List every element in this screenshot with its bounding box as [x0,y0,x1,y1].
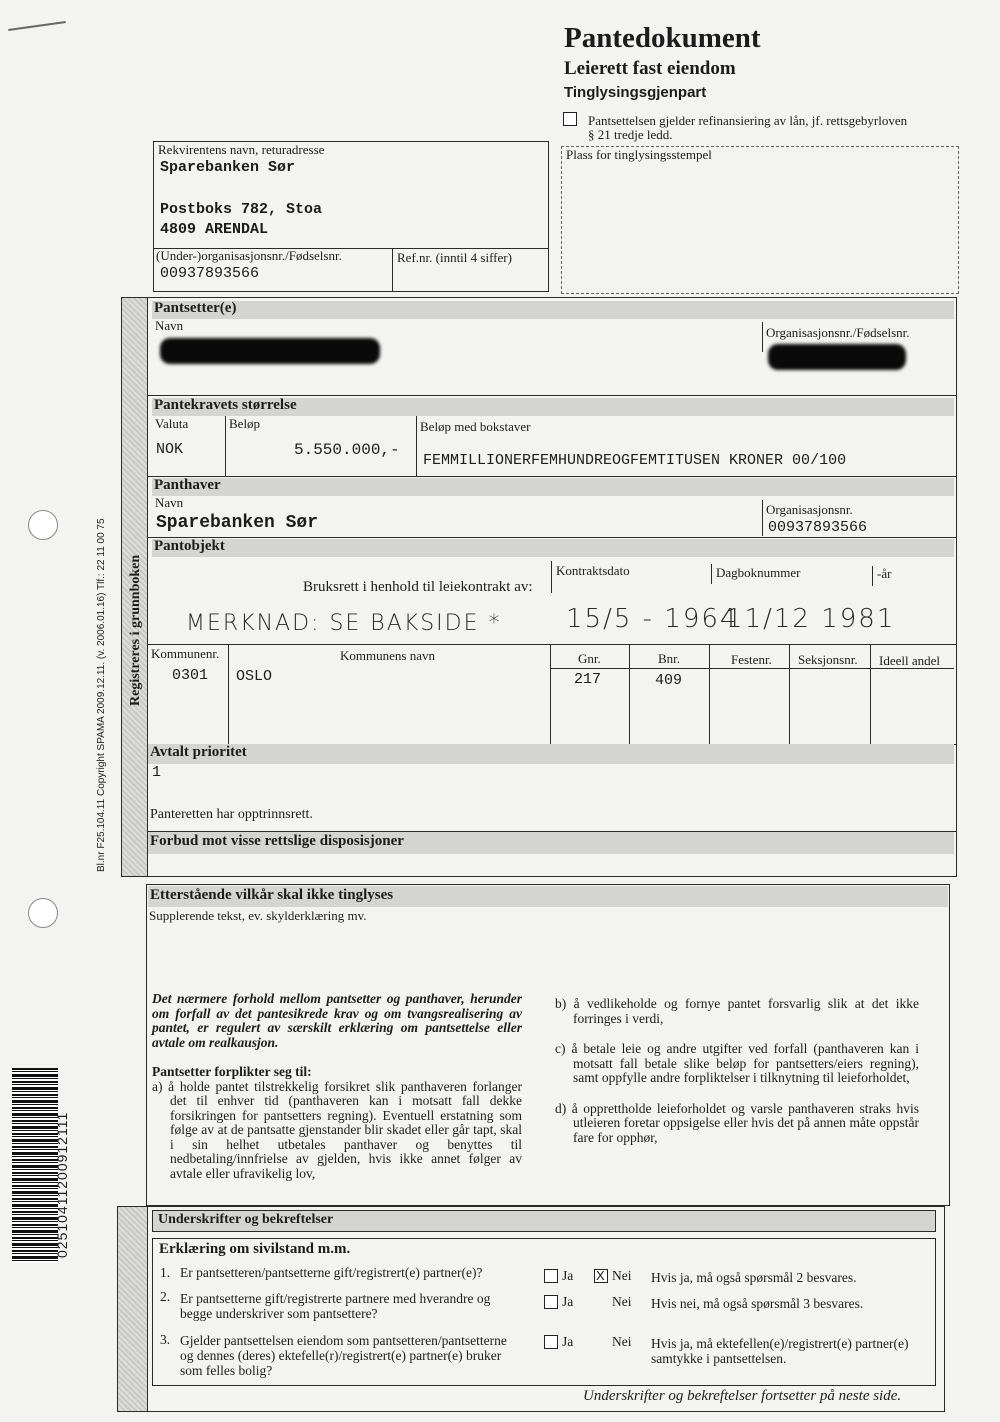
obligations-heading: Pantsetter forplikter seg til: [152,1064,312,1079]
q1-yes-label: Ja [562,1268,574,1283]
gnr-value: 217 [574,671,602,688]
priority-heading: Avtalt prioritet [150,744,247,760]
obligation-a: a) å holde pantet tilstrekkelig forsikret slik panthaveren forlanger det til enhver tid (panthaveren kan i motsatt fall dekke forsikringen for pantsetters regning). Eventuell erstatning som følge av at de pantsatte gjenstander blir skadet eller går tapt, skal i sin helhet utbetales panthaver og benyttes til nedbetaling/innfrielse av gjelden, hvis ikke annet følger av avtale eller ufravikelig lov, [152,1078,522,1181]
priority-value: 1 [152,764,162,781]
contract-date-label: Kontraktsdato [556,563,630,578]
q2-note: Hvis nei, må også spørsmål 3 besvares. [651,1296,864,1311]
col-festenr: Festenr. [731,652,772,667]
punch-hole-bottom [28,898,58,928]
terms-right-column [555,997,919,1145]
obligation-c: c) å betale leie og andre utgifter ved forfall (panthaveren kan i motsatt fall betale slike beløp for pantsetters/eiers regning), samt oppfylle andre forpliktelser i tilknytning til leieforholdet, [555,1041,919,1085]
punch-hole-top [28,510,58,540]
continues-note: Underskrifter og bekreftelser fortsetter på neste side. [583,1388,902,1404]
q2-yes-checkbox[interactable] [544,1295,558,1309]
q3-yes-checkbox[interactable] [544,1335,558,1349]
pledgor-name-redacted [160,338,380,364]
prohibition-heading-bar [148,832,954,854]
col-kommunenr: Kommunenr. [151,646,220,661]
pledgee-heading: Panthaver [154,477,221,493]
pledgor-heading-bar [152,301,954,319]
q1-number: 1. [160,1265,171,1280]
pledgee-heading-bar [152,478,954,496]
marital-heading: Erklæring om sivilstand m.m. [159,1241,351,1257]
pledgee-name-label: Navn [155,495,184,510]
requisitioner-box [153,141,549,292]
q2-number: 2. [160,1289,171,1304]
q1-no-checkmark: X [596,1268,605,1283]
subsequent-heading: Etterstående vilkår skal ikke tinglyses [150,887,394,903]
pledgor-id-redacted [768,344,906,370]
journal-year-label: -år [877,566,892,581]
priority-heading-bar [148,744,954,764]
col-seksjonsnr: Seksjonsnr. [798,652,858,667]
q1-note: Hvis ja, må også spørsmål 2 besvares. [651,1270,857,1285]
q1-yes-checkbox[interactable] [544,1269,558,1283]
q3-note: Hvis ja, må ektefellen(e)/registrert(e) partner(e) samtykke i pantsettelsen. [651,1336,909,1366]
col-gnr: Gnr. [578,651,601,666]
currency-label: Valuta [155,416,189,431]
q2-no-label: Nei [612,1294,632,1309]
q2-text: Er pantsetterne gift/registrerte partnere med hverandre og begge underskriver som pantsettere? [180,1291,491,1321]
amount-label: Beløp [229,416,261,431]
obligation-b: b) å vedlikeholde og fornye pantet forsvarlig slik at det ikke forringes i verdi, [555,996,919,1026]
refinance-checkbox[interactable] [563,112,577,126]
requisitioner-address2: 4809 ARENDAL [160,221,269,238]
claim-heading: Pantekravets størrelse [154,397,297,413]
signatures-side-strip [118,1207,148,1411]
claim-heading-bar [152,398,954,416]
requisitioner-org-label: (Under-)organisasjonsnr./Fødselsnr. [156,248,342,263]
q3-yes-label: Ja [562,1334,574,1349]
handwritten-contract-date: 15/5 - 1964 [566,604,739,634]
requisitioner-name: Sparebanken Sør [160,159,296,176]
page-subtitle-2: Tinglysingsgjenpart [564,84,707,101]
kommunenr-value: 0301 [172,667,209,684]
col-ideell-andel: Ideell andel [879,653,940,668]
q3-text: Gjelder pantsettelsen eiendom som pantsetteren/pantsetterne og dennes (deres) ektefelle(r)/registrert(e) partner(e) bruker som felles bolig? [180,1333,507,1378]
q1-no-label: Nei [612,1268,632,1283]
pledgee-org-value: 00937893566 [768,519,868,536]
priority-note: Panteretten har opptrinnsrett. [150,807,313,822]
obligation-d: d) å opprettholde leieforholdet og varsle panthaveren straks hvis utleieren foretar oppsigelse eller hvis det på annen måte oppstår fare for opphør, [555,1100,919,1145]
object-heading: Pantobjekt [154,538,225,554]
amount-value: 5.550.000,- [294,441,400,459]
journal-number-label: Dagboknummer [716,565,801,580]
q1-no-checkbox[interactable] [594,1269,608,1283]
registry-block [121,297,957,877]
stamp-area [561,146,959,294]
col-kommunenavn: Kommunens navn [340,648,435,663]
pledgee-org-label: Organisasjonsnr. [766,502,853,517]
pledgee-name: Sparebanken Sør [156,513,319,533]
prohibition-heading: Forbud mot visse rettslige disposisjoner [150,833,404,849]
stamp-label: Plass for tinglysingsstempel [566,147,712,162]
barcode-number: 02510411200912111 [54,1111,70,1258]
pledgor-heading: Pantsetter(e) [154,300,237,316]
page-title: Pantedokument [564,22,761,54]
q3-no-label: Nei [612,1334,632,1349]
col-bnr: Bnr. [658,651,681,666]
amount-words-label: Beløp med bokstaver [420,419,531,434]
terms-intro: Det nærmere forhold mellom pantsetter og panthaver, herunder om forfall av det pantesikrede krav og om tvangsrealisering av pantet, er regulert av særskilt erklæring om pantsettelse eller avtale om realkausjon. [152,991,522,1050]
refinance-note [588,114,938,142]
pledgor-org-label: Organisasjonsnr./Fødselsnr. [766,325,910,340]
usage-right-text: Bruksrett i henhold til leiekontrakt av: [303,579,533,595]
handwritten-journal-date: 11/12 1981 [726,604,896,634]
bnr-value: 409 [655,672,683,689]
amount-words-value: FEMMILLIONERFEMHUNDREOGFEMTITUSEN KRONER 00/100 [423,452,847,469]
subsequent-subtext: Supplerende tekst, ev. skylderklæring mv. [149,908,367,923]
refinance-note-line1: Pantsettelsen gjelder refinansiering av lån, jf. rettsgebyrloven [588,113,908,128]
q2-yes-label: Ja [562,1294,574,1309]
refinance-note-line2: § 21 tredje ledd. [588,127,673,142]
page-subtitle: Leierett fast eiendom [564,58,736,79]
pencil-mark [8,21,66,31]
requisitioner-label: Rekvirentens navn, returadresse [158,142,325,157]
signatures-heading-bar [152,1210,936,1232]
currency-value: NOK [156,441,184,458]
pledgor-name-label: Navn [155,318,184,333]
ref-number-label: Ref.nr. (inntil 4 siffer) [397,250,512,265]
kommunenavn-value: OSLO [236,668,273,685]
form-code: Bl.nr F25.104.11 Copyright SPAMA 2009.12.11. (v. 2006.01.16) Tlf.: 22 11 00 75 [96,518,107,872]
signatures-heading: Underskrifter og bekreftelser [158,1212,334,1227]
q3-number: 3. [160,1332,171,1347]
subsequent-heading-bar [148,886,948,907]
requisitioner-org-value: 00937893566 [160,265,260,282]
requisitioner-address1: Postboks 782, Stoa [160,201,323,218]
terms-left-column [152,992,522,1181]
q1-text: Er pantsetteren/pantsetterne gift/registrert(e) partner(e)? [180,1265,483,1280]
barcode [12,1068,58,1263]
object-heading-bar [152,539,954,557]
registry-side-label: Registreres i grunnboken [128,554,143,706]
handwritten-note: MERKNAD: SE BAKSIDE * [186,611,502,636]
